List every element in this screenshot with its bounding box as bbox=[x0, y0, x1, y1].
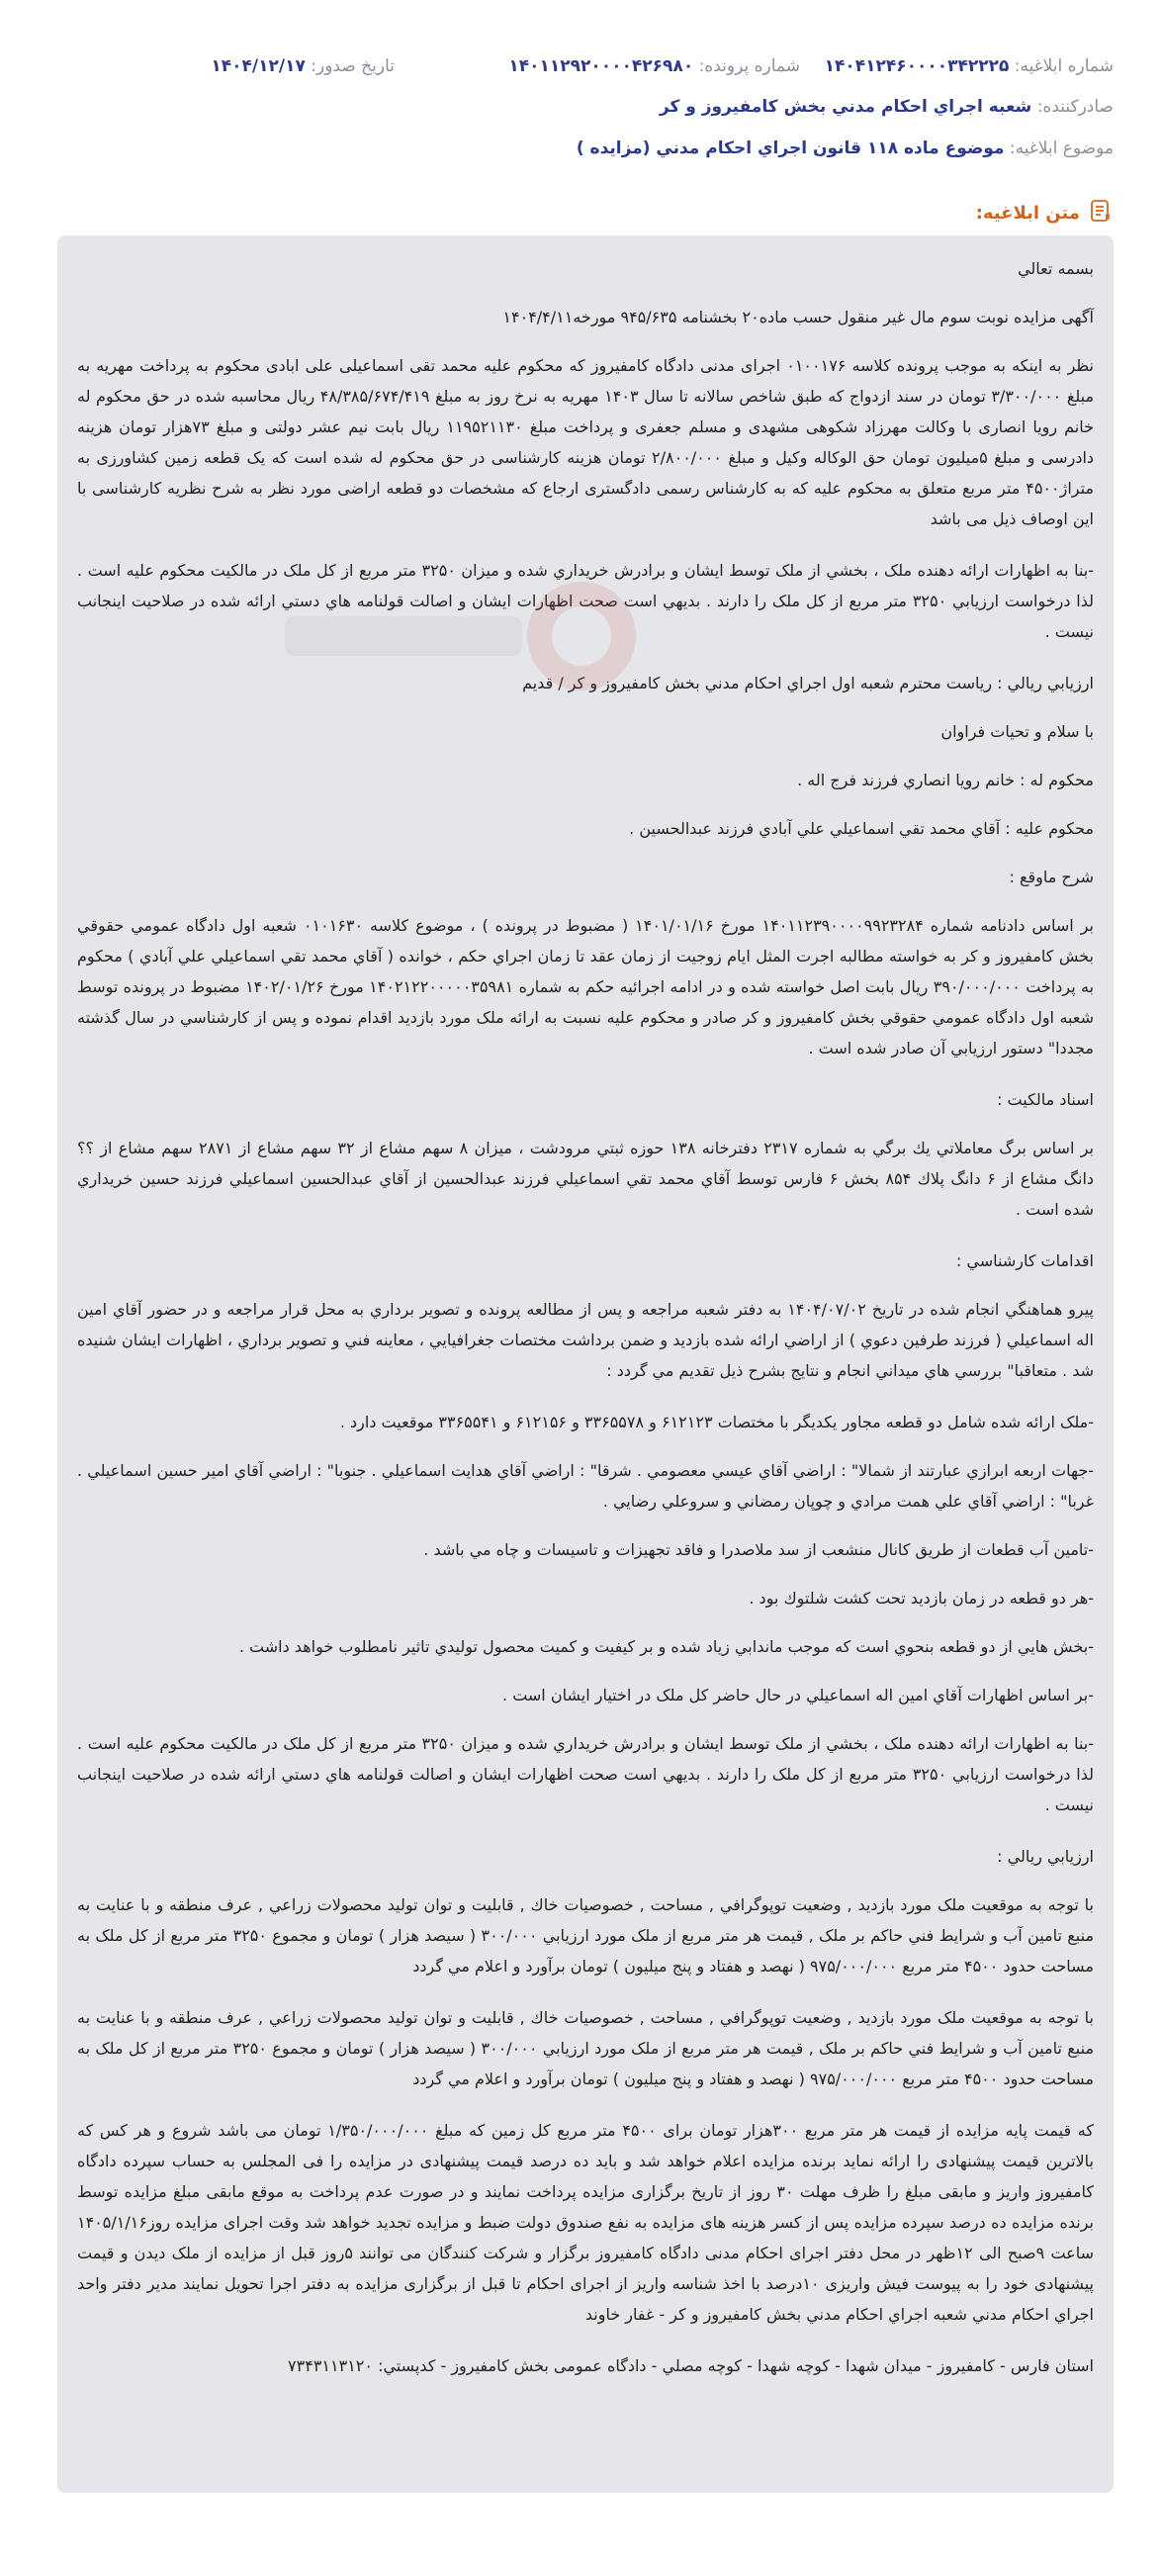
notice-number-label: شماره ابلاغیه: bbox=[1014, 56, 1114, 76]
body-para-2: آگهی مزایده نوبت سوم مال غیر منقول حسب ماده۲۰ بخشنامه ۹۴۵/۶۳۵ مورخه۱۴۰۴/۴/۱۱ bbox=[502, 308, 1094, 326]
body-para-17: -تامين آب قطعات از طريق کانال منشعب از سد ملاصدرا و فاقد تجهيزات و تاسيسات و چاه مي باشد . bbox=[423, 1540, 1094, 1559]
issuer bbox=[660, 95, 1114, 119]
notice-text-heading bbox=[976, 198, 1114, 229]
body-para-21: -بنا به اظهارات ارائه دهنده ملک ، بخشي از ملک توسط ايشان و برادرش خريداري شده و ميزان ۳۲۵۰ متر مربع از کل ملک در مالکيت محکوم عليه است . لذا درخواست ارزيابي ۳۲۵۰ متر مربع از کل ملک را دارند . بديهي است صحت اظهارات ايشان و اصالت قولنامه هاي دستي ارائه شده در صلاحيت اينجانب نيست . bbox=[77, 1734, 1095, 1814]
body-para-16: -جهات اربعه ابرازي عبارتند از شمالا" : اراضي آقاي عيسي معصومي . شرقا" : اراضي آقاي هدايت اسماعيلي . جنوبا" : اراضي آقاي امير حسين اسماعيلي . غربا" : اراضي آقاي علي همت مرادي و چوپان رمضاني و سروعلي رضايي . bbox=[77, 1461, 1094, 1511]
body-para-1: بسمه تعالي bbox=[1018, 259, 1094, 278]
body-para-7: محکوم له : خانم رويا انصاري فرزند فرج اله . bbox=[797, 771, 1094, 789]
notice-number-value: ۱۴۰۴۱۲۴۶۰۰۰۰۳۴۲۲۲۵ bbox=[824, 56, 1010, 76]
body-para-12: بر اساس برگ معاملاتي يك برگي به شماره ۲۳۱۷ دفترخانه ۱۳۸ حوزه ثبتي مرودشت ، ميزان ۸ سهم مشاع از ۳۲ سهم مشاع از ۲۸۷۱ سهم مشاع از ؟؟ دانگ مشاع از ۶ دانگ پلاك ۸۵۴ بخش ۶ فارس توسط آقاي محمد تقي اسماعيلي فرزند عبدالحسين از آقاي عبدالحسين اسماعيلي فرزند حسين خريداري شده است . bbox=[77, 1139, 1095, 1219]
body-para-11: اسناد مالکيت : bbox=[997, 1090, 1094, 1109]
body-para-18: -هر دو قطعه در زمان بازديد تحت کشت شلتوك بود . bbox=[749, 1589, 1094, 1608]
body-para-8: محکوم عليه : آقاي محمد تقي اسماعيلي علي آبادي فرزند عبدالحسين . bbox=[629, 819, 1094, 838]
body-para-9: شرح ماوقع : bbox=[1009, 868, 1094, 886]
subject bbox=[577, 137, 1114, 160]
issue-date bbox=[211, 54, 395, 78]
body-para-13: اقدامات کارشناسي : bbox=[955, 1251, 1094, 1270]
body-para-4: -بنا به اظهارات ارائه دهنده ملک ، بخشي از ملک توسط ايشان و برادرش خريداري شده و ميزان ۳۲۵۰ متر مربع از کل ملک در مالکيت محکوم عليه است . لذا درخواست ارزيابي ۳۲۵۰ متر مربع از کل ملک را دارند . بديهي است صحت اظهارات ايشان و اصالت قولنامه هاي دستي ارائه شده در صلاحيت اينجانب نيست . bbox=[77, 561, 1095, 641]
body-para-5: ارزيابي ريالي : رياست محترم شعبه اول اجراي احکام مدني بخش کامفيروز و کر / قديم bbox=[522, 674, 1094, 692]
subject-value: موضوع ماده ۱۱۸ قانون اجراي احکام مدني (مزايده ) bbox=[576, 138, 1005, 158]
body-para-6: با سلام و تحيات فراوان bbox=[940, 722, 1094, 741]
body-para-23: با توجه به موقعيت ملک مورد بازديد , وضعيت توپوگرافي , مساحت , خصوصيات خاك , قابليت و توان توليد محصولات زراعي , عرف منطقه و با عنايت به منبع تامين آب و شرايط فني حاکم بر ملک , قيمت هر متر مربع از ملک مورد ارزيابي ۳۰۰/۰۰۰ ( سيصد هزار ) تومان و مجموع ۳۲۵۰ متر مربع از کل ملک به مساحت حدود ۴۵۰۰ متر مربع ۹۷۵/۰۰۰/۰۰۰ ( نهصد و هفتاد و پنج ميليون ) تومان برآورد و اعلام مي گردد bbox=[77, 1895, 1095, 1976]
subject-label: موضوع ابلاغیه: bbox=[1009, 138, 1114, 158]
case-number-value: ۱۴۰۱۱۲۹۲۰۰۰۰۴۲۶۹۸۰ bbox=[508, 56, 694, 76]
body-para-24: با توجه به موقعيت ملک مورد بازديد , وضعيت توپوگرافي , مساحت , خصوصيات خاك , قابليت و توان توليد محصولات زراعي , عرف منطقه و با عنايت به منبع تامين آب و شرايط فني حاکم بر ملک , قيمت هر متر مربع از ملک مورد ارزيابي ۳۰۰/۰۰۰ ( سيصد هزار ) تومان و مجموع ۳۲۵۰ متر مربع از کل ملک به مساحت حدود ۴۵۰۰ متر مربع ۹۷۵/۰۰۰/۰۰۰ ( نهصد و هفتاد و پنج ميليون ) تومان برآورد و اعلام مي گردد bbox=[77, 2008, 1095, 2088]
body-para-19: -بخش هايي از دو قطعه بنحوي است که موجب ماندابي زياد شده و بر کيفيت و کميت محصول توليدي تاثير نامطلوب خواهد داشت . bbox=[238, 1637, 1094, 1656]
notice-number bbox=[825, 54, 1114, 78]
body-para-10: بر اساس دادنامه شماره ۱۴۰۱۱۲۳۹۰۰۰۰۹۹۲۳۲۸۴ مورخ ۱۴۰۱/۰۱/۱۶ ( مضبوط در پرونده ) ، موضوع کلاسه ۰۱۰۱۶۳۰ شعبه اول دادگاه عمومي حقوقي بخش کامفيروز و کر به خواسته مطالبه اجرت المثل ايام زوجيت از زمان عقد تا زمان اجراي حکم ، خوانده ( آقاي محمد تقي اسماعيلي علي آبادي ) محکوم به پرداخت ۳۹۰/۰۰۰/۰۰۰ ريال بابت اصل خواسته شده و در ادامه اجرائيه حکم به شماره ۱۴۰۲۱۲۲۰۰۰۰۰۳۵۹۸۱ مورخ ۱۴۰۲/۰۱/۲۶ مضبوط در پرونده توسط شعبه اول دادگاه عمومي حقوقي بخش کامفيروز و کر صادر و محکوم عليه نسبت به ارائه ملک مورد بازديد اقدام نموده و پس از کارشناسي در سال گذشته مجددا" دستور ارزيابي آن صادر شده است . bbox=[77, 916, 1095, 1058]
body-para-25: که قیمت پایه مزایده از قیمت هر متر مربع ۳۰۰هزار تومان برای ۴۵۰۰ متر مربع کل زمین که مبلغ ۱/۳۵۰/۰۰۰/۰۰۰ تومان می باشد شروع و هر کس که بالاترین قیمت پیشنهادی را ارائه نماید برنده مزایده اعلام خواهد شد و باید ده درصد قیمت پیشنهادی در مزایده را فی المجلس به حساب سپرده دادگاه کامفیروز واریز و مابقی مبلغ را ظرف مهلت ۳۰ روز از تاریخ برگزاری مزایده پرداخت نمایند و در صورت عدم پرداخت به موقع مابقی مبلغ مزایده توسط برنده مزایده ده درصد سپرده مزایده پس از کسر هزینه های مزایده به نفع صندوق دولت ضبط و مزایده تجدید خواهد شد وقت اجرای مزایده روز۱۴۰۵/۱/۱۶ ساعت ۹صبح الی ۱۲ظهر در محل دفتر اجرای احکام مدنی دادگاه کامفیروز برگزار و شرکت کنندگان می توانند ۵روز قبل از مزایده از ملک دیدن و قیمت پیشنهادی خود را به پیوست فیش واریزی ۱۰درصد با اخذ شناسه واریز از اجرای احکام تا قبل از برگزاری مزایده به دفتر اجرا تحویل نمایند مدیر دفتر واحد اجراي احکام مدني شعبه اجراي احکام مدني بخش کامفيروز و کر - غفار خاوند bbox=[77, 2121, 1095, 2324]
body-para-26: استان فارس - کامفیروز - میدان شهدا - کوچه شهدا - کوچه مصلي - دادگاه عمومی بخش کامفیروز - کدپستي: ۷۳۴۳۱۱۳۱۲۰ bbox=[288, 2356, 1094, 2375]
case-number-label: شماره پرونده: bbox=[698, 56, 800, 76]
notice-text-title: متن ابلاغیه: bbox=[975, 203, 1080, 224]
document-icon bbox=[1088, 198, 1114, 229]
case-number bbox=[508, 54, 800, 78]
body-para-22: ارزيابي ريالي : bbox=[997, 1847, 1094, 1866]
issue-date-label: تاریخ صدور: bbox=[311, 56, 395, 76]
body-para-14: پيرو هماهنگي انجام شده در تاريخ ۱۴۰۴/۰۷/۰۲ به دفتر شعبه مراجعه و پس از مطالعه پرونده و تصوير برداري به محل قرار مراجعه و در حضور آقاي امين اله اسماعيلي ( فرزند طرفين دعوي ) از اراضي ارائه شده بازديد و ضمن برداشت مختصات جغرافيايي ، معاينه فني و تصوير برداري ، اظهارات ايشان شنيده شد . متعاقبا" بررسي هاي ميداني انجام و نتايج بشرح ذيل تقديم مي گردد : bbox=[77, 1300, 1095, 1380]
body-para-15: -ملک ارائه شده شامل دو قطعه مجاور يکديگر با مختصات ۶۱۲۱۲۳ و ۳۳۶۵۵۷۸ و ۶۱۲۱۵۶ و ۳۳۶۵۵۴۱ موقعيت دارد . bbox=[339, 1413, 1094, 1431]
issuer-value: شعبه اجراي احکام مدني بخش کامفيروز و کر bbox=[659, 97, 1032, 117]
body-para-3: نظر به اینکه به موجب پرونده کلاسه ۰۱۰۰۱۷۶ اجرای مدنی دادگاه کامفیروز که محکوم علیه محمد تقی اسماعیلی علی ابادی محکوم به پرداخت مهریه به مبلغ ۳/۳۰۰/۰۰۰ تومان در سند ازدواج که طبق شاخص سالانه تا سال ۱۴۰۳ مهریه به نرخ روز به مبلغ ۴۸/۳۸۵/۶۷۴/۴۱۹ ریال محاسبه شده در حق محکوم له خانم رویا انصاری با وکالت مهرزاد شکوهی مشهدی و مسلم جعفری و پرداخت مبلغ ۱۱۹۵۲۱۱۳۰ ریال بابت نیم عشر دولتی و مبلغ ۷۳هزار تومان هزینه دادرسی و مبلغ ۵میلیون تومان حق الوکاله وکیل و مبلغ ۲/۸۰۰/۰۰۰ تومان هزینه کارشناسی در حق محکوم له شده است که یک قطعه زمین کشاورزی به متراژ۴۵۰۰ متر مربع متعلق به محکوم علیه که به کارشناس رسمی دادگستری ارجاع که مشخصات دو قطعه اراضی مورد نظر به شرح نظریه کارشناسی با این اوصاف ذیل می باشد bbox=[77, 356, 1095, 528]
body-para-20: -بر اساس اظهارات آقاي امين اله اسماعيلي در حال حاضر کل ملک در اختيار ايشان است . bbox=[502, 1686, 1094, 1704]
notice-body bbox=[57, 235, 1114, 2493]
issue-date-value: ۱۴۰۴/۱۲/۱۷ bbox=[211, 56, 306, 76]
issuer-label: صادرکننده: bbox=[1036, 97, 1114, 117]
